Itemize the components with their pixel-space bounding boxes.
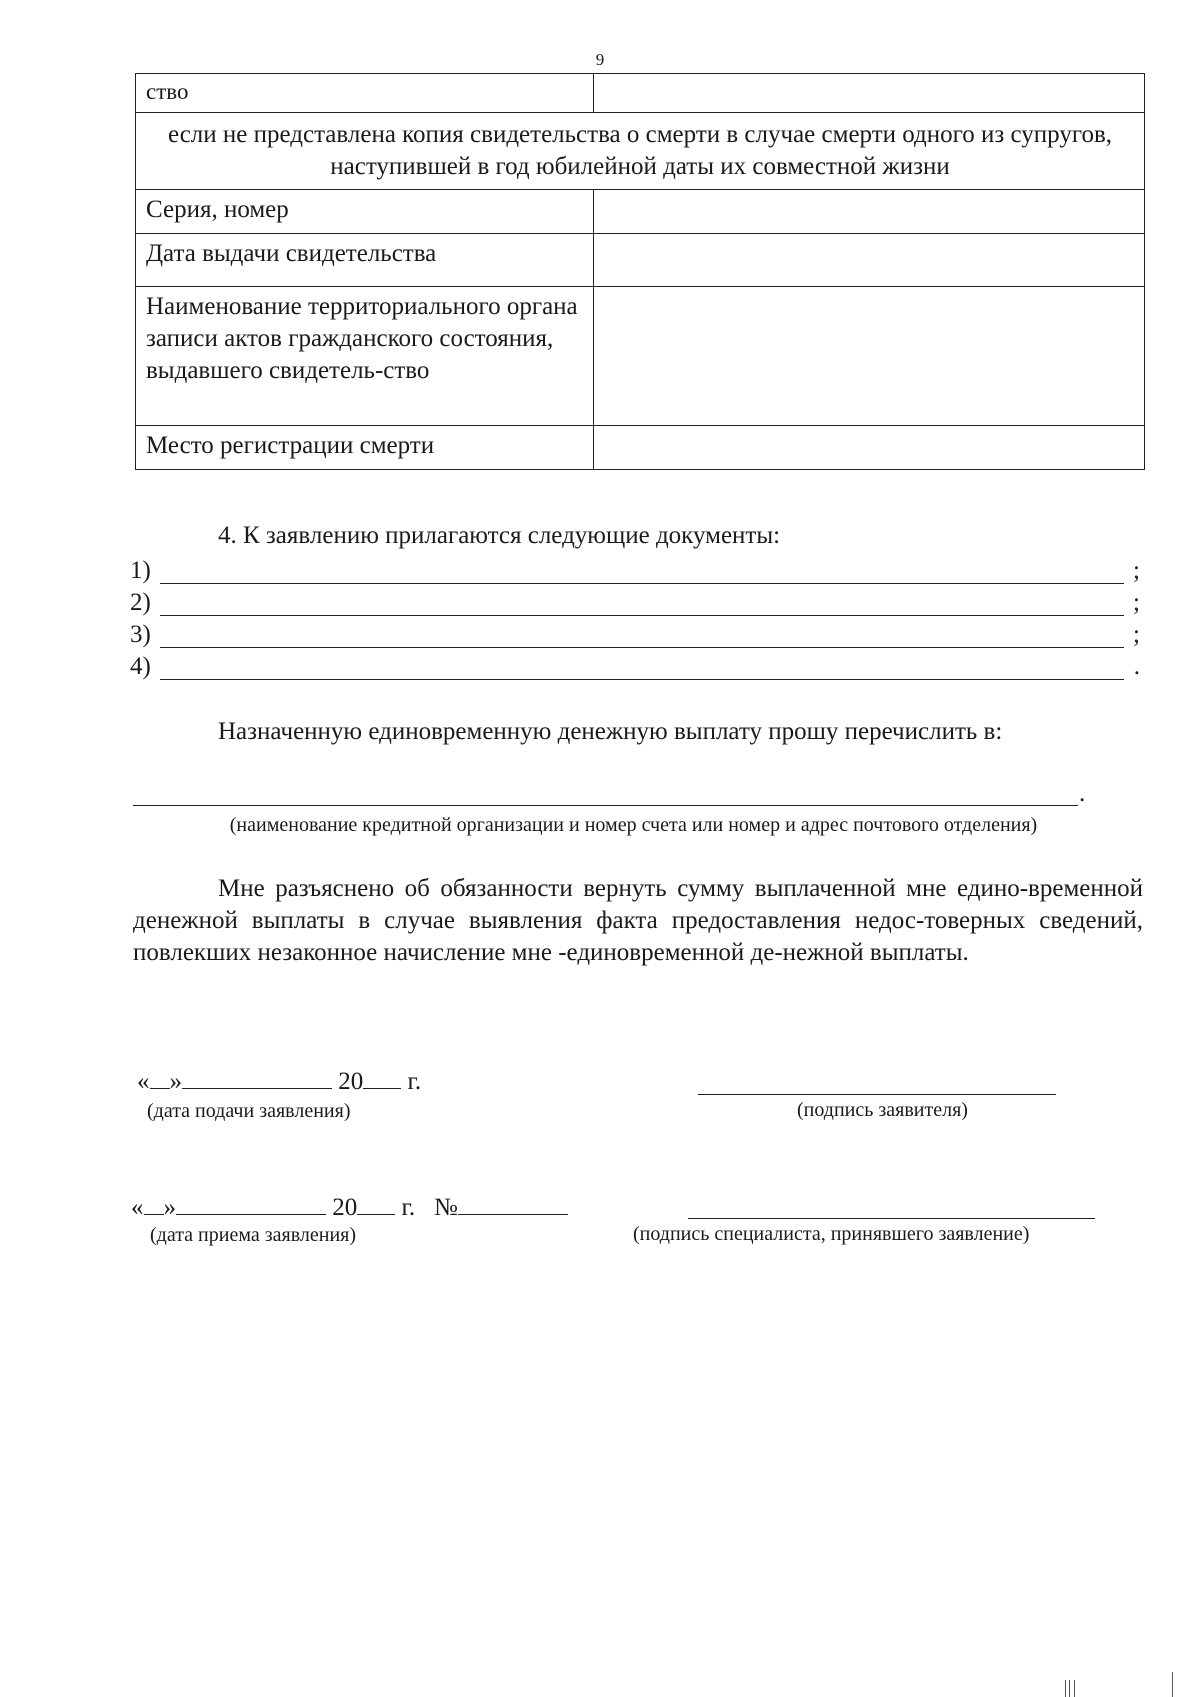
attachment-number: 1) xyxy=(130,557,151,584)
specialist-signature-blank[interactable] xyxy=(688,1218,1095,1219)
attachment-blank[interactable] xyxy=(160,583,1124,584)
attachment-number: 4) xyxy=(130,653,151,680)
day-blank[interactable] xyxy=(144,1192,164,1215)
quote-open: « xyxy=(131,1194,144,1221)
table-row xyxy=(136,287,1145,426)
payment-end-mark: . xyxy=(1079,780,1086,807)
attachment-line-3[interactable] xyxy=(130,621,1140,651)
acceptance-date-caption: (дата приема заявления) xyxy=(150,1224,357,1246)
page-number: 9 xyxy=(595,50,605,69)
quote-open: « xyxy=(137,1068,150,1095)
scan-mark xyxy=(1065,1680,1066,1697)
scan-mark xyxy=(1069,1680,1070,1697)
payment-destination-blank[interactable] xyxy=(133,805,1078,806)
issue-date-label: Дата выдачи свидетельства xyxy=(136,234,594,287)
death-registration-place-label: Место регистрации смерти xyxy=(136,426,594,470)
year-prefix: 20 xyxy=(338,1068,364,1095)
registry-office-label: Наименование территориального органа записи актов гражданского состояния, выдавшего свидетель-ство xyxy=(136,287,594,426)
year-blank[interactable] xyxy=(363,1066,401,1089)
series-number-label: Серия, номер xyxy=(136,190,594,234)
continuation-label-cell: ство xyxy=(136,74,594,113)
attachment-blank[interactable] xyxy=(160,615,1124,616)
attachment-end-mark: ; xyxy=(1133,589,1140,616)
table-row xyxy=(136,74,1145,113)
payment-destination-caption: (наименование кредитной организации и номер счета или номер и адрес почтового отделения) xyxy=(229,814,1038,836)
obligation-paragraph: Мне разъяснено об обязанности вернуть сумму выплаченной мне едино-временной денежной выплаты в случае выявления факта предоставления недос-товерных сведений, повлекших незаконное начисление мне -единовременной де-нежной выплаты. xyxy=(133,875,1143,966)
table-row-note xyxy=(136,113,1145,190)
table-row xyxy=(136,426,1145,470)
submission-date-caption: (дата подачи заявления) xyxy=(147,1100,351,1122)
attachment-number: 3) xyxy=(130,621,151,648)
attachment-blank[interactable] xyxy=(160,647,1124,648)
table-row xyxy=(136,234,1145,287)
month-blank[interactable] xyxy=(182,1066,332,1089)
registry-office-value[interactable] xyxy=(594,287,1145,426)
value-cell[interactable] xyxy=(594,74,1145,113)
attachment-line-1[interactable] xyxy=(130,557,1140,587)
attachment-end-mark: ; xyxy=(1133,621,1140,648)
submission-date-row xyxy=(137,1066,421,1096)
year-suffix: г. xyxy=(401,1194,416,1221)
year-blank[interactable] xyxy=(357,1192,395,1215)
year-prefix: 20 xyxy=(332,1194,358,1221)
attachment-end-mark: ; xyxy=(1133,557,1140,584)
applicant-signature-caption: (подпись заявителя) xyxy=(797,1099,968,1121)
attachment-line-2[interactable] xyxy=(130,589,1140,619)
attachment-end-mark: . xyxy=(1133,653,1140,680)
attachment-blank[interactable] xyxy=(160,679,1124,680)
attachment-number: 2) xyxy=(130,589,151,616)
attachments-title: 4. К заявлению прилагаются следующие документы: xyxy=(218,522,781,549)
year-suffix: г. xyxy=(407,1068,422,1095)
series-number-value[interactable] xyxy=(594,190,1145,234)
issue-date-value[interactable] xyxy=(594,234,1145,287)
month-blank[interactable] xyxy=(176,1192,326,1215)
acceptance-date-row xyxy=(131,1192,568,1222)
attachment-line-4[interactable] xyxy=(130,653,1140,683)
registration-number-blank[interactable] xyxy=(458,1192,568,1215)
table-row xyxy=(136,190,1145,234)
payment-transfer-text: Назначенную единовременную денежную выплату прошу перечислить в: xyxy=(218,718,1003,745)
scan-mark xyxy=(1074,1680,1075,1697)
death-certificate-table xyxy=(135,73,1145,470)
scan-mark xyxy=(1172,1672,1173,1697)
number-sign: № xyxy=(433,1194,458,1221)
merged-note-cell: если не представлена копия свидетельства о смерти в случае смерти одного из супругов, наступившей в год юбилейной даты их совместной жизни xyxy=(136,113,1145,190)
day-blank[interactable] xyxy=(150,1066,170,1089)
death-registration-place-value[interactable] xyxy=(594,426,1145,470)
quote-close: » xyxy=(169,1068,182,1095)
specialist-signature-caption: (подпись специалиста, принявшего заявление) xyxy=(633,1223,1030,1245)
quote-close: » xyxy=(163,1194,176,1221)
applicant-signature-blank[interactable] xyxy=(698,1094,1056,1095)
